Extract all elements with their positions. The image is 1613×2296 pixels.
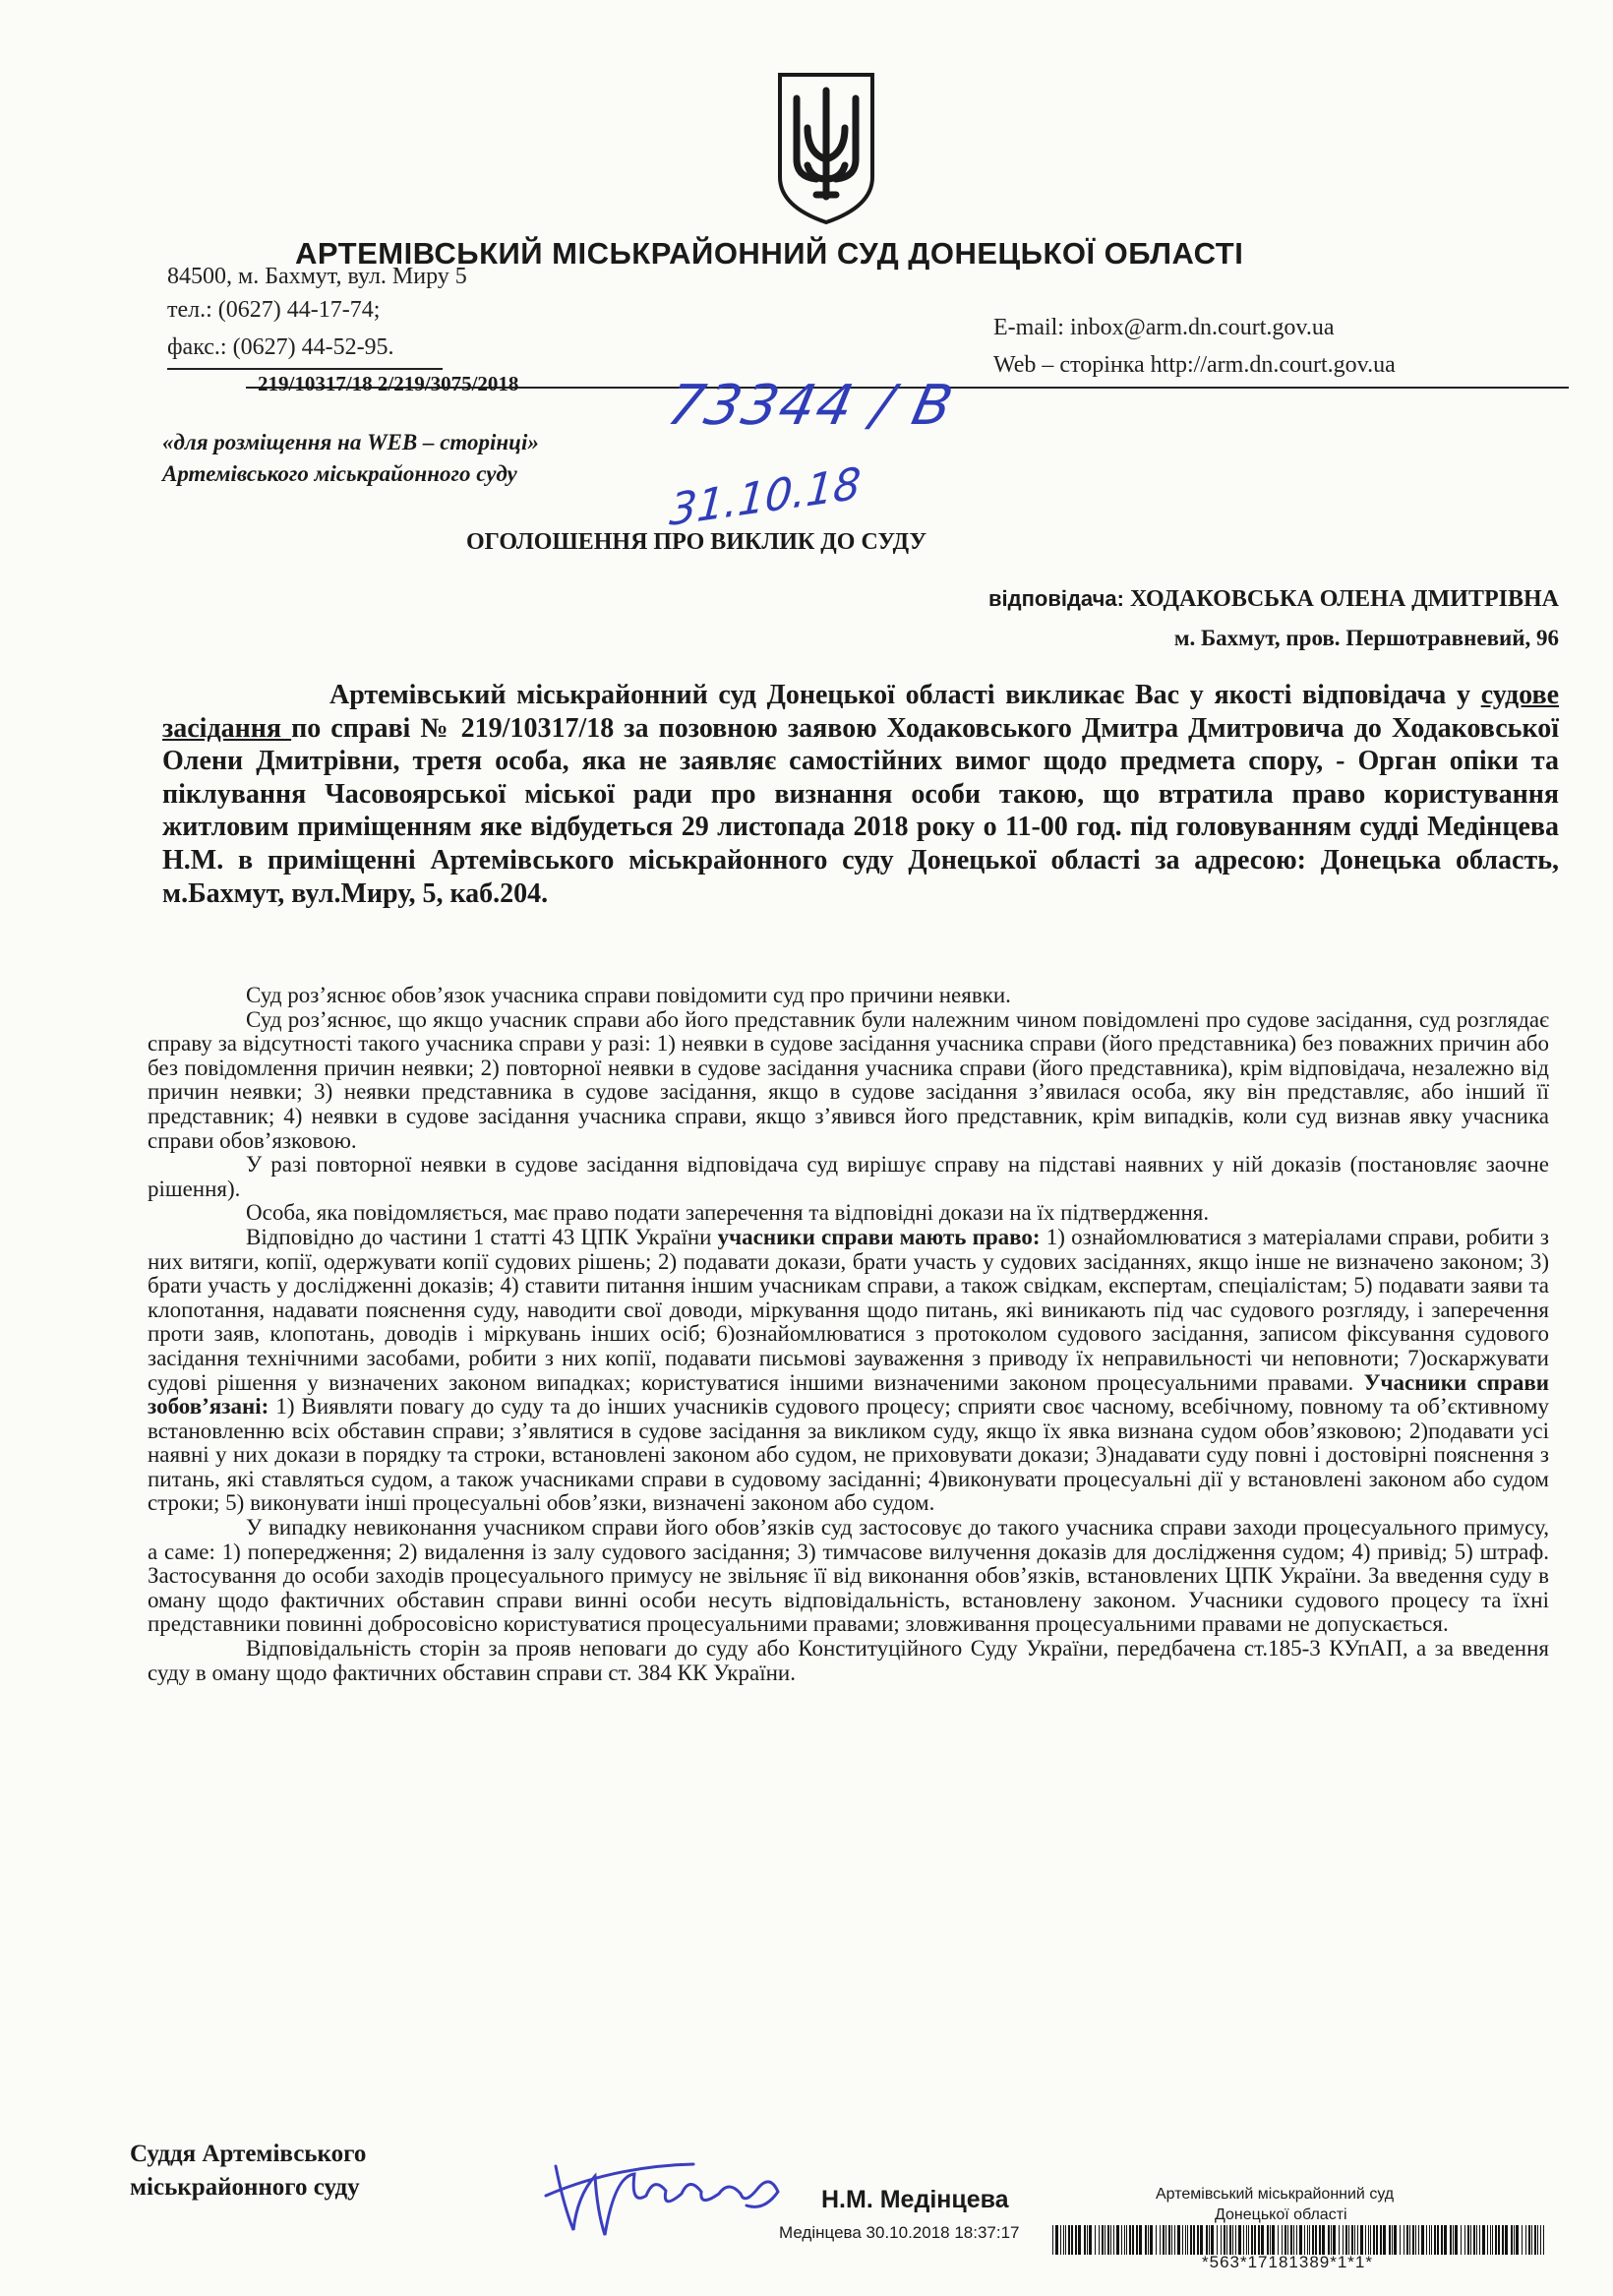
barcode-bar <box>1270 2225 1271 2255</box>
barcode-bar <box>1467 2225 1469 2255</box>
barcode-bar <box>1412 2225 1414 2255</box>
barcode-bar <box>1431 2225 1432 2255</box>
judge-title-line-1: Суддя Артемівського <box>130 2141 367 2167</box>
coat-of-arms-icon <box>772 69 880 226</box>
barcode-court-label: Артемівський міськрайонний суд <box>1156 2186 1395 2203</box>
barcode-bar <box>1418 2225 1419 2255</box>
barcode-bar <box>1441 2225 1443 2255</box>
barcode-bar <box>1168 2225 1170 2255</box>
barcode-bar <box>1248 2225 1249 2255</box>
barcode-bar <box>1389 2225 1391 2255</box>
barcode-bar <box>1434 2225 1436 2255</box>
barcode-bar <box>1400 2225 1401 2255</box>
barcode-bar <box>1078 2225 1081 2255</box>
handwritten-registration-number: 73344 / В <box>662 374 960 438</box>
barcode-bar <box>1163 2225 1165 2255</box>
barcode-bar <box>1531 2225 1532 2255</box>
barcode-bar <box>1065 2225 1066 2255</box>
barcode-bar <box>1383 2225 1386 2255</box>
barcode-bar <box>1299 2225 1302 2255</box>
barcode-bar <box>1124 2225 1125 2255</box>
court-email: E-mail: inbox@arm.dn.court.gov.ua <box>993 315 1335 340</box>
document-barcode <box>1052 2225 1544 2255</box>
barcode-bar <box>1290 2225 1292 2255</box>
barcode-bar <box>1429 2225 1430 2255</box>
barcode-bar <box>1160 2225 1161 2255</box>
barcode-bar <box>1370 2225 1371 2255</box>
barcode-bar <box>1171 2225 1172 2255</box>
barcode-bar <box>1190 2225 1192 2255</box>
barcode-bar <box>1461 2225 1462 2255</box>
barcode-bar <box>1139 2225 1142 2255</box>
barcode-bar <box>1487 2225 1488 2255</box>
barcode-bar <box>1150 2225 1153 2255</box>
court-phone: тел.: (0627) 44-17-74; <box>167 297 381 323</box>
barcode-bar <box>1267 2225 1269 2255</box>
barcode-bar <box>1089 2225 1092 2255</box>
barcode-bar <box>1156 2225 1157 2255</box>
barcode-bar <box>1055 2225 1058 2255</box>
barcode-bar <box>1258 2225 1260 2255</box>
paragraph-absence-duty: Суд роз’яснює обов’язок учасника справи повідомити суд про причини неявки. <box>246 983 1011 1007</box>
barcode-bar <box>1525 2225 1526 2255</box>
barcode-bar <box>1287 2225 1288 2255</box>
barcode-bar <box>1516 2225 1519 2255</box>
paragraph-absence-consequences: Суд роз’яснює, що якщо учасник справи або його представник були належним чином повідомлені про судове засідання, суд розглядає справу за відсутності такого учасника справи у разі: 1) неявки в судове засідання учасника справи (його представника) без поважних причин або без повідомлення причин неявки; 2) повторної неявки в судове засідання учасника справи (його представника), крім відповідача, незалежно від причин неявки; 3) неявки представника в судове засідання, якщо в судове засідання з’явилася особа, яку він представляє, або інший її представник; 4) неявки в судове засідання учасника справи, якщо з’явився його представник, крім випадків, коли суд визнав явку учасника справи обов’язковою. <box>148 1006 1549 1153</box>
barcode-bar <box>1354 2225 1355 2255</box>
barcode-bar <box>1197 2225 1199 2255</box>
barcode-bar <box>1453 2225 1454 2255</box>
barcode-bar <box>1136 2225 1138 2255</box>
barcode-bar <box>1224 2225 1225 2255</box>
barcode-bar <box>1498 2225 1500 2255</box>
barcode-bar <box>1470 2225 1471 2255</box>
barcode-bar <box>1490 2225 1491 2255</box>
summons-text-2: по справі № 219/10317/18 за позовною заявою Ходаковського Дмитра Дмитровича до Ходаковської Олени Дмитрівни, третя особа, яка не заявляє самостійних вимог щодо предмета спору, - Орган опіки та піклування Часовоярської міської ради про визнання особи такою, що втратила право користування житловим приміщенням яке відбудеться 29 листопада 2018 року о 11-00 год. під головуванням судді Медінцева Н.М. в приміщенні Артемівського міськрайонного суду Донецької області за адресою: Донецька область, м.Бахмут, вул.Миру, 5, каб.204. <box>162 712 1559 909</box>
duties-heading: Учасники справи зобов’язані: <box>148 1369 1550 1420</box>
barcode-bar <box>1174 2225 1175 2255</box>
rights-heading: учасники справи мають право: <box>717 1224 1041 1249</box>
barcode-bar <box>1360 2225 1363 2255</box>
barcode-bar <box>1129 2225 1131 2255</box>
barcode-bar <box>1357 2225 1358 2255</box>
barcode-bar <box>1251 2225 1253 2255</box>
barcode-bar <box>1121 2225 1122 2255</box>
barcode-bar <box>1102 2225 1104 2255</box>
barcode-bar <box>1232 2225 1233 2255</box>
barcode-bar <box>1187 2225 1188 2255</box>
barcode-bar <box>1409 2225 1410 2255</box>
barcode-bar <box>1473 2225 1475 2255</box>
barcode-bar <box>1522 2225 1523 2255</box>
barcode-bar <box>1333 2225 1336 2255</box>
barcode-bar <box>1238 2225 1241 2255</box>
barcode-bar <box>1084 2225 1086 2255</box>
defendant-label: відповідача: <box>987 586 1124 611</box>
barcode-bar <box>1132 2225 1134 2255</box>
barcode-bar <box>1165 2225 1166 2255</box>
judge-name: Н.М. Медінцева <box>821 2186 1009 2213</box>
barcode-bar <box>1185 2225 1186 2255</box>
barcode-bar <box>1315 2225 1317 2255</box>
barcode-bar <box>1217 2225 1218 2255</box>
barcode-bar <box>1110 2225 1111 2255</box>
paragraph-procedural-coercion: У випадку невиконання учасником справи його обов’язків суд застосовує до такого учасника справи заходи процесуального примусу, а саме: 1) попередження; 2) видалення із залу судового засідання; 3) тимчасове вилучення доказів для дослідження судом; 4) привід; 5) штраф. Застосування до особи заходів процесуального примусу не звільняє її від виконання обов’язків, встановлених ЦПК України. За введення суду в оману щодо фактичних обставин справи винні особи несуть відповідальність, встановлену законом. Учасники судового процесу та їхні представники повинні добросовісно користуватися процесуальними правами; зловживання процесуальними правами не допускається. <box>148 1515 1549 1637</box>
rights-list: 1) ознайомлюватися з матеріалами справи, робити з них витяги, копії, одержувати копії судових рішень; 2) подавати докази, брати участь у судових засіданнях, якщо інше не визначено законом; 3) брати участь у дослідженні доказів; 4) ставити питання іншим учасникам справи, а також свідкам, експертам, спеціалістам; 5) подавати заяви та клопотання, надавати пояснення суду, наводити свої доводи, міркування щодо питань, які виникають під час судового розгляду, і заперечення проти заяв, клопотань, доводів і міркувань інших осіб; 6)ознайомлюватися з протоколом судового засідання, записом фіксування судового засідання технічними засобами, робити з них копії, подавати письмові зауваження з приводу їх неправильності чи неповноти; 7)оскаржувати судові рішення у визначених законом випадках; користуватися іншими визначеними законом процесуальними правами. <box>148 1224 1549 1395</box>
barcode-bar <box>1514 2225 1515 2255</box>
paragraph-rights-duties <box>148 1226 1549 1516</box>
court-address: 84500, м. Бахмут, вул. Миру 5 <box>167 264 467 289</box>
barcode-bar <box>1376 2225 1378 2255</box>
barcode-bar <box>1492 2225 1493 2255</box>
barcode-bar <box>1482 2225 1485 2255</box>
barcode-bar <box>1479 2225 1480 2255</box>
barcode-bar <box>1304 2225 1305 2255</box>
summons-paragraph <box>162 679 1559 910</box>
barcode-bar <box>1284 2225 1286 2255</box>
barcode-bar <box>1148 2225 1149 2255</box>
barcode-bar <box>1421 2225 1424 2255</box>
court-fax: факс.: (0627) 44-52-95. <box>167 334 394 360</box>
barcode-bar <box>1511 2225 1513 2255</box>
barcode-bar <box>1444 2225 1447 2255</box>
barcode-bar <box>1351 2225 1353 2255</box>
barcode-bar <box>1312 2225 1314 2255</box>
barcode-bar <box>1116 2225 1119 2255</box>
barcode-bar <box>1063 2225 1064 2255</box>
barcode-bar <box>1293 2225 1294 2255</box>
court-title: АРТЕМІВСЬКИЙ МІСЬКРАЙОННИЙ СУД ДОНЕЦЬКОЇ ОБЛАСТІ <box>295 236 1244 271</box>
barcode-bar <box>1331 2225 1332 2255</box>
barcode-bar <box>1068 2225 1070 2255</box>
handwritten-signature <box>536 2137 802 2245</box>
barcode-bar <box>1392 2225 1393 2255</box>
barcode-bar <box>1200 2225 1203 2255</box>
barcode-bar <box>1455 2225 1458 2255</box>
paragraph-liability: Відповідальність сторін за прояв неповаги до суду або Конституційного Суду України, передбачена ст.185-3 КУпАП, а за введення суду в оману щодо фактичних обставин справи ст. 384 КК України. <box>148 1636 1549 1685</box>
barcode-bar <box>1537 2225 1538 2255</box>
barcode-bar <box>1229 2225 1231 2255</box>
barcode-bar <box>1095 2225 1096 2255</box>
barcode-bar <box>1060 2225 1061 2255</box>
barcode-bar <box>1339 2225 1340 2255</box>
barcode-bar <box>1193 2225 1195 2255</box>
summons-text-1: Артемівський міськрайонний суд Донецької області викликає Вас у якості відповідача у <box>329 680 1481 710</box>
barcode-bar <box>1328 2225 1330 2255</box>
barcode-bar <box>1322 2225 1325 2255</box>
barcode-bar <box>1099 2225 1100 2255</box>
judge-title-line-2: міськрайонного суду <box>130 2174 360 2201</box>
barcode-bar <box>1182 2225 1183 2255</box>
barcode-bar <box>1087 2225 1088 2255</box>
barcode-bar <box>1319 2225 1321 2255</box>
barcode-bar <box>1450 2225 1452 2255</box>
barcode-bar <box>1505 2225 1508 2255</box>
duties-list: 1) Виявляти повагу до суду та до інших учасників судового процесу; сприяти своє часному, всебічному, повному та об’єктивному встановленню всіх обставин справи; з’являтися в судове засідання за викликом суду, якщо їх явка визнана судом обов’язковою; 2)подавати усі наявні у них докази в порядку та строки, встановлені законом або судом, не приховувати докази; 3)надавати суду повні і достовірні пояснення з питань, які ставляться судом, а також учасниками справи в судовому засіданні; 4)виконувати процесуальні дії у встановлені законом або судом строки; 5) виконувати інші процесуальні обов’язки, визначені законом або судом. <box>148 1394 1549 1516</box>
barcode-bar <box>1502 2225 1504 2255</box>
paragraph-repeated-absence: У разі повторної неявки в судове засідання відповідача суд вирішує справу на підставі наявних у ній доказів (постановляє заочне рішення). <box>148 1152 1549 1201</box>
barcode-bar <box>1221 2225 1222 2255</box>
barcode-bar <box>1426 2225 1427 2255</box>
barcode-bar <box>1261 2225 1264 2255</box>
defendant-name: ХОДАКОВСЬКА ОЛЕНА ДМИТРІВНА <box>1129 586 1559 612</box>
barcode-bar <box>1415 2225 1416 2255</box>
barcode-bar <box>1495 2225 1497 2255</box>
barcode-court-region: Донецької області <box>1215 2206 1347 2223</box>
barcode-bar <box>1107 2225 1109 2255</box>
barcode-bar <box>1075 2225 1077 2255</box>
barcode-bar <box>1365 2225 1366 2255</box>
barcode-bar <box>1177 2225 1180 2255</box>
barcode-bar <box>1272 2225 1275 2255</box>
barcode-bar <box>1052 2225 1053 2255</box>
barcode-bar <box>1243 2225 1244 2255</box>
barcode-bar <box>1476 2225 1477 2255</box>
barcode-bar <box>1437 2225 1439 2255</box>
legal-explanations <box>148 984 1549 1685</box>
barcode-bar <box>1345 2225 1347 2255</box>
barcode-bar <box>1206 2225 1208 2255</box>
barcode-bar <box>1278 2225 1279 2255</box>
barcode-bar <box>1235 2225 1236 2255</box>
handwritten-registration-date: 31.10.18 <box>668 457 863 537</box>
barcode-bar <box>1380 2225 1382 2255</box>
barcode-bar <box>1368 2225 1369 2255</box>
barcode-bar <box>1540 2225 1541 2255</box>
court-website: Web – сторінка http://arm.dn.court.gov.ua <box>993 352 1396 378</box>
fax-underline <box>167 368 443 370</box>
barcode-bar <box>1254 2225 1256 2255</box>
defendant-address: м. Бахмут, пров. Першотравневий, 96 <box>1173 626 1559 650</box>
barcode-bar <box>1528 2225 1530 2255</box>
barcode-bar <box>1373 2225 1375 2255</box>
barcode-bar <box>1464 2225 1465 2255</box>
summons-underlined: судове засідання <box>162 680 1559 744</box>
barcode-bar <box>1209 2225 1210 2255</box>
barcode-bar <box>1309 2225 1310 2255</box>
barcode-bar <box>1071 2225 1073 2255</box>
barcode-bar <box>1211 2225 1214 2255</box>
paragraph-right-to-object: Особа, яка повідомляється, має право подати заперечення та відповідні докази на їх підтвердження. <box>246 1200 1210 1226</box>
barcode-bar <box>1348 2225 1349 2255</box>
web-publication-note: «для розміщення на WEB – сторінці» <box>162 430 539 454</box>
barcode-bar <box>1282 2225 1283 2255</box>
rights-intro: Відповідно до частини 1 статті 43 ЦПК України <box>246 1224 718 1249</box>
notice-title: ОГОЛОШЕННЯ ПРО ВИКЛИК ДО СУДУ <box>466 529 927 555</box>
barcode-bar <box>1145 2225 1147 2255</box>
barcode-bar <box>1113 2225 1114 2255</box>
barcode-bar <box>1406 2225 1408 2255</box>
barcode-bar <box>1543 2225 1544 2255</box>
barcode-code: *563*17181389*1*1* <box>1202 2253 1373 2271</box>
barcode-bar <box>1534 2225 1536 2255</box>
barcode-bar <box>1126 2225 1127 2255</box>
barcode-bar <box>1343 2225 1344 2255</box>
barcode-bar <box>1226 2225 1227 2255</box>
web-publication-note-court: Артемівського міськрайонного суду <box>162 461 517 486</box>
defendant-line <box>885 586 1559 613</box>
barcode-bar <box>1394 2225 1397 2255</box>
barcode-bar <box>1246 2225 1247 2255</box>
electronic-signature-stamp: Медінцева 30.10.2018 18:37:17 <box>779 2223 1020 2242</box>
case-reference-numbers: 219/10317/18 2/219/3075/2018 <box>258 372 519 395</box>
barcode-bar <box>1307 2225 1308 2255</box>
barcode-bar <box>1296 2225 1297 2255</box>
